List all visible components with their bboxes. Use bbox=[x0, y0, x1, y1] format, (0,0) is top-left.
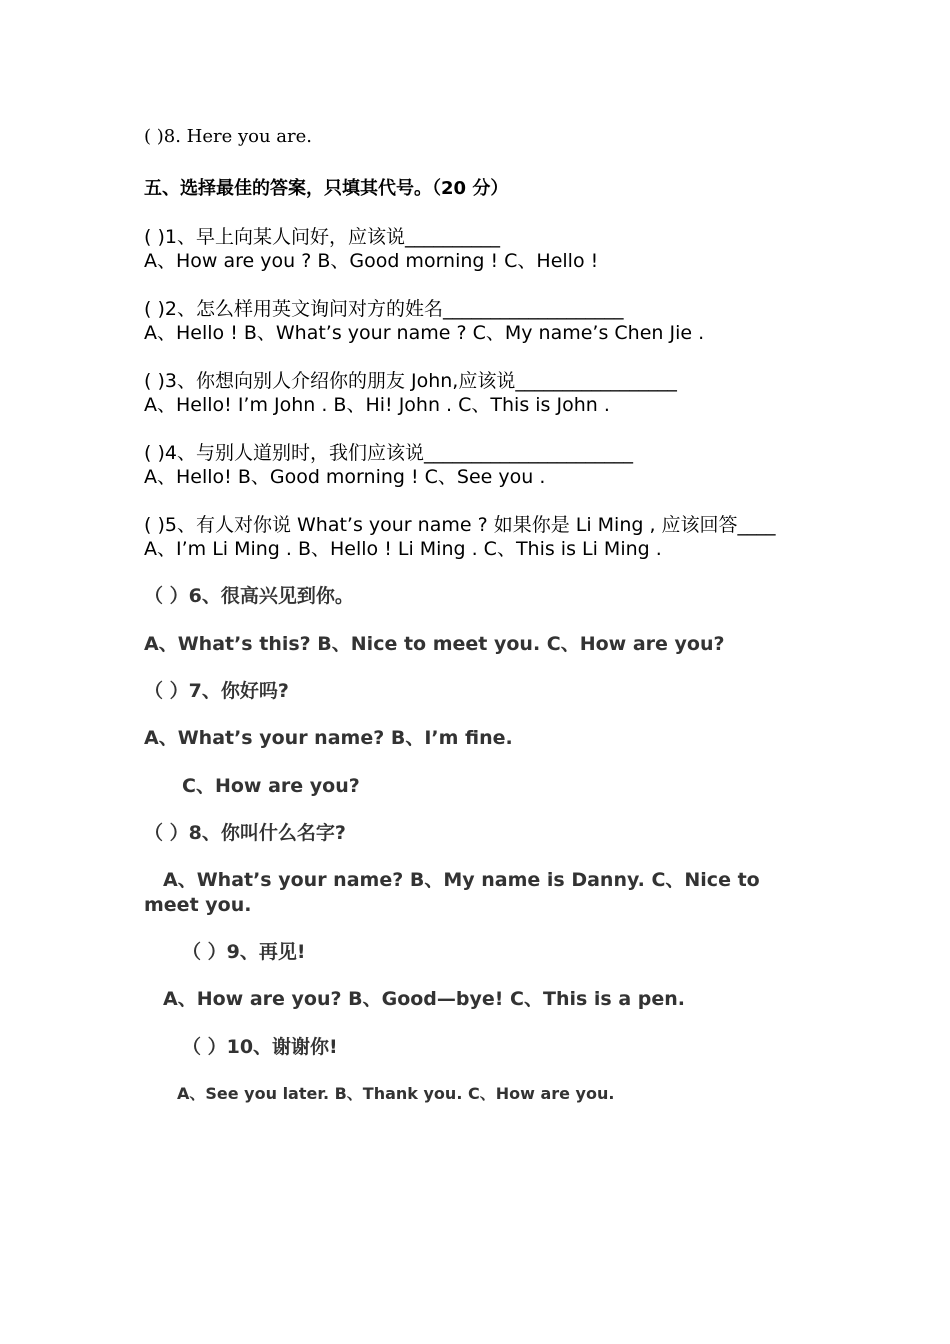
question-8-options-line-2: meet you. bbox=[144, 894, 252, 916]
question-8-prompt: （ ）8、你叫什么名字? bbox=[144, 822, 346, 844]
question-5-prompt: ( )5、有人对你说 What’s your name ? 如果你是 Li Ming , 应该回答____ bbox=[144, 514, 776, 536]
question-2-prompt: ( )2、怎么样用英文询问对方的姓名___________________ bbox=[144, 298, 624, 320]
question-7-options-line-1: A、What’s your name? B、I’m fine. bbox=[144, 727, 513, 749]
question-3-prompt: ( )3、你想向别人介绍你的朋友 John,应该说_________________ bbox=[144, 370, 677, 392]
question-1-prompt: ( )1、早上向某人问好，应该说__________ bbox=[144, 226, 500, 248]
question-9-prompt: （ ）9、再见! bbox=[182, 941, 306, 963]
question-4-options: A、Hello! B、Good morning ! C、See you . bbox=[144, 466, 546, 488]
question-10-prompt: （ ）10、谢谢你! bbox=[182, 1036, 338, 1058]
previous-question-8: ( )8. Here you are. bbox=[144, 126, 313, 147]
question-7-options-line-2: C、How are you? bbox=[182, 775, 360, 797]
question-6-options: A、What’s this? B、Nice to meet you. C、How are you? bbox=[144, 633, 725, 655]
question-2-options: A、Hello ! B、What’s your name ? C、My name’s Chen Jie . bbox=[144, 322, 705, 344]
question-1-options: A、How are you ? B、Good morning ! C、Hello ! bbox=[144, 250, 599, 272]
question-4-prompt: ( )4、与别人道别时，我们应该说______________________ bbox=[144, 442, 633, 464]
question-6-prompt: （ ）6、很高兴见到你。 bbox=[144, 585, 354, 607]
question-9-options: A、How are you? B、Good—bye! C、This is a pen. bbox=[163, 988, 686, 1010]
question-10-options: A、See you later. B、Thank you. C、How are you. bbox=[177, 1084, 615, 1103]
question-7-prompt: （ ）7、你好吗? bbox=[144, 680, 289, 702]
question-5-options: A、I’m Li Ming . B、Hello ! Li Ming . C、This is Li Ming . bbox=[144, 538, 662, 560]
question-3-options: A、Hello! I’m John . B、Hi! John . C、This is John . bbox=[144, 394, 610, 416]
question-8-options-line-1: A、What’s your name? B、My name is Danny. C、Nice to bbox=[163, 869, 760, 891]
section-five-heading: 五、选择最佳的答案，只填其代号。（20 分） bbox=[144, 178, 509, 199]
